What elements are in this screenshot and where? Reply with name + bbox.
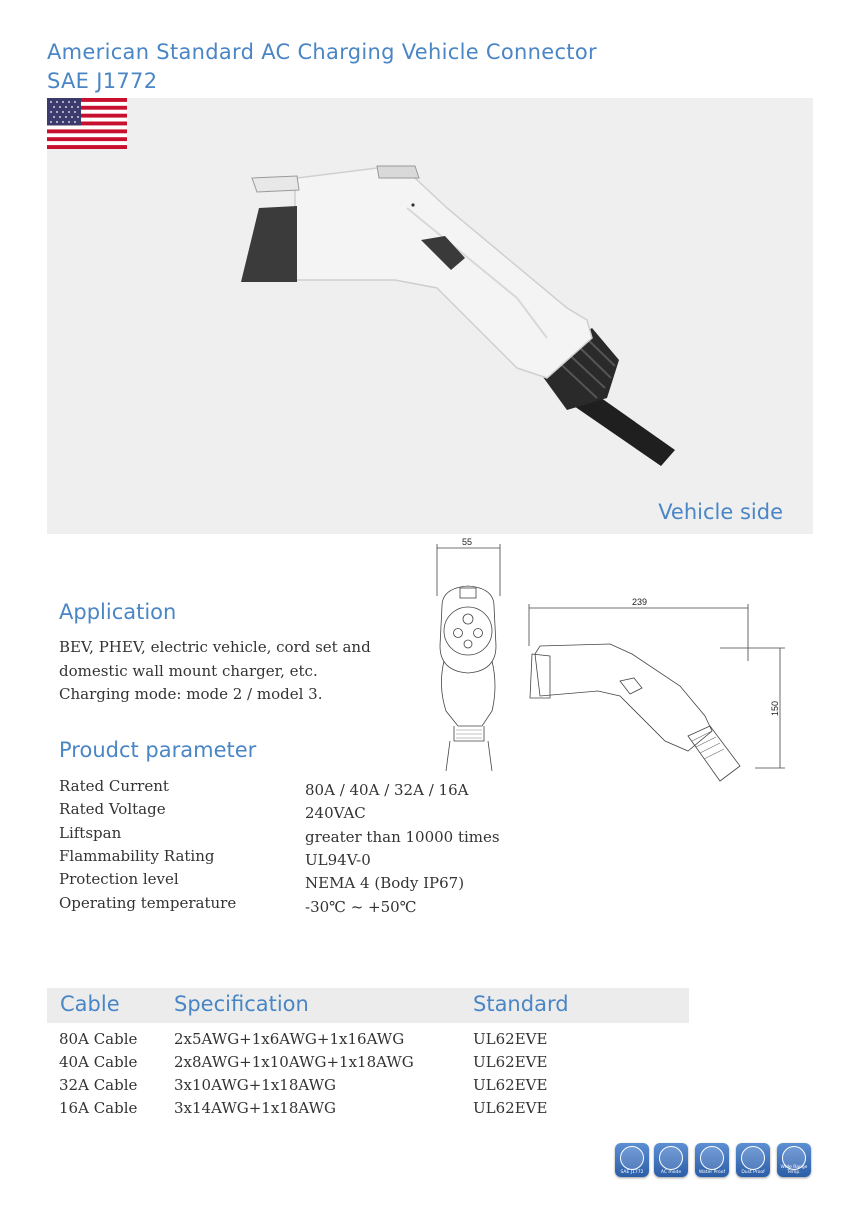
water-drop-icon xyxy=(695,1143,729,1177)
param-label-rated-current: Rated Current xyxy=(59,777,169,795)
dim-length: 239 xyxy=(632,597,648,607)
badge-label: Water Proof xyxy=(698,1170,726,1175)
standard-column-header: Standard xyxy=(473,992,569,1016)
dust-icon xyxy=(736,1143,770,1177)
cable-column-header: Cable xyxy=(60,992,120,1016)
standard-cell: UL62EVE xyxy=(473,1099,548,1117)
cable-table-header xyxy=(47,988,689,1023)
spec-cell: 3x10AWG+1x18AWG xyxy=(174,1076,336,1094)
technical-drawing xyxy=(420,536,815,786)
param-value-temperature: -30℃ ~ +50℃ xyxy=(305,898,417,916)
badge-label: Dust Proof xyxy=(741,1170,765,1175)
document-title xyxy=(47,38,597,96)
spec-column-header: Specification xyxy=(174,992,309,1016)
standard-cell: UL62EVE xyxy=(473,1030,548,1048)
param-value-rated-current: 80A / 40A / 32A / 16A xyxy=(305,781,469,799)
cable-cell: 32A Cable xyxy=(59,1076,138,1094)
parameter-heading: Proudct parameter xyxy=(59,738,257,762)
thermometer-icon xyxy=(777,1143,811,1177)
spec-cell: 2x5AWG+1x6AWG+1x16AWG xyxy=(174,1030,405,1048)
standard-cell: UL62EVE xyxy=(473,1053,548,1071)
ac-wave-icon xyxy=(654,1143,688,1177)
application-line: domestic wall mount charger, etc. xyxy=(59,661,318,680)
badge-label: AC mode xyxy=(660,1170,682,1175)
param-label-flammability: Flammability Rating xyxy=(59,847,215,865)
product-photo xyxy=(47,98,813,534)
cable-cell: 80A Cable xyxy=(59,1030,138,1048)
param-value-flammability: UL94V-0 xyxy=(305,851,371,869)
param-value-rated-voltage: 240VAC xyxy=(305,804,366,822)
badge-label: Wide Range Temp. xyxy=(780,1165,808,1175)
application-line: BEV, PHEV, electric vehicle, cord set and xyxy=(59,638,371,656)
application-line: Charging mode: mode 2 / model 3. xyxy=(59,685,323,703)
dim-height: 150 xyxy=(770,700,780,716)
us-flag-icon xyxy=(47,98,127,149)
application-heading: Application xyxy=(59,600,177,624)
photo-caption: Vehicle side xyxy=(658,500,783,524)
spec-cell: 2x8AWG+1x10AWG+1x18AWG xyxy=(174,1053,414,1071)
param-label-temperature: Operating temperature xyxy=(59,894,237,912)
title-line-2: SAE J1772 xyxy=(47,69,158,93)
cable-cell: 16A Cable xyxy=(59,1099,138,1117)
connector-image xyxy=(47,98,813,534)
param-label-liftspan: Liftspan xyxy=(59,824,122,842)
param-value-liftspan: greater than 10000 times xyxy=(305,828,500,846)
cable-cell: 40A Cable xyxy=(59,1053,138,1071)
dim-width: 55 xyxy=(462,537,473,547)
standard-cell: UL62EVE xyxy=(473,1076,548,1094)
title-line-1: American Standard AC Charging Vehicle Connector xyxy=(47,40,597,64)
param-label-rated-voltage: Rated Voltage xyxy=(59,800,166,818)
param-value-protection: NEMA 4 (Body IP67) xyxy=(305,874,465,892)
spec-cell: 3x14AWG+1x18AWG xyxy=(174,1099,336,1117)
application-text xyxy=(59,636,371,707)
badge-label: SAE J1772 xyxy=(620,1170,644,1175)
param-label-protection: Protection level xyxy=(59,870,179,888)
connector-icon xyxy=(615,1143,649,1177)
